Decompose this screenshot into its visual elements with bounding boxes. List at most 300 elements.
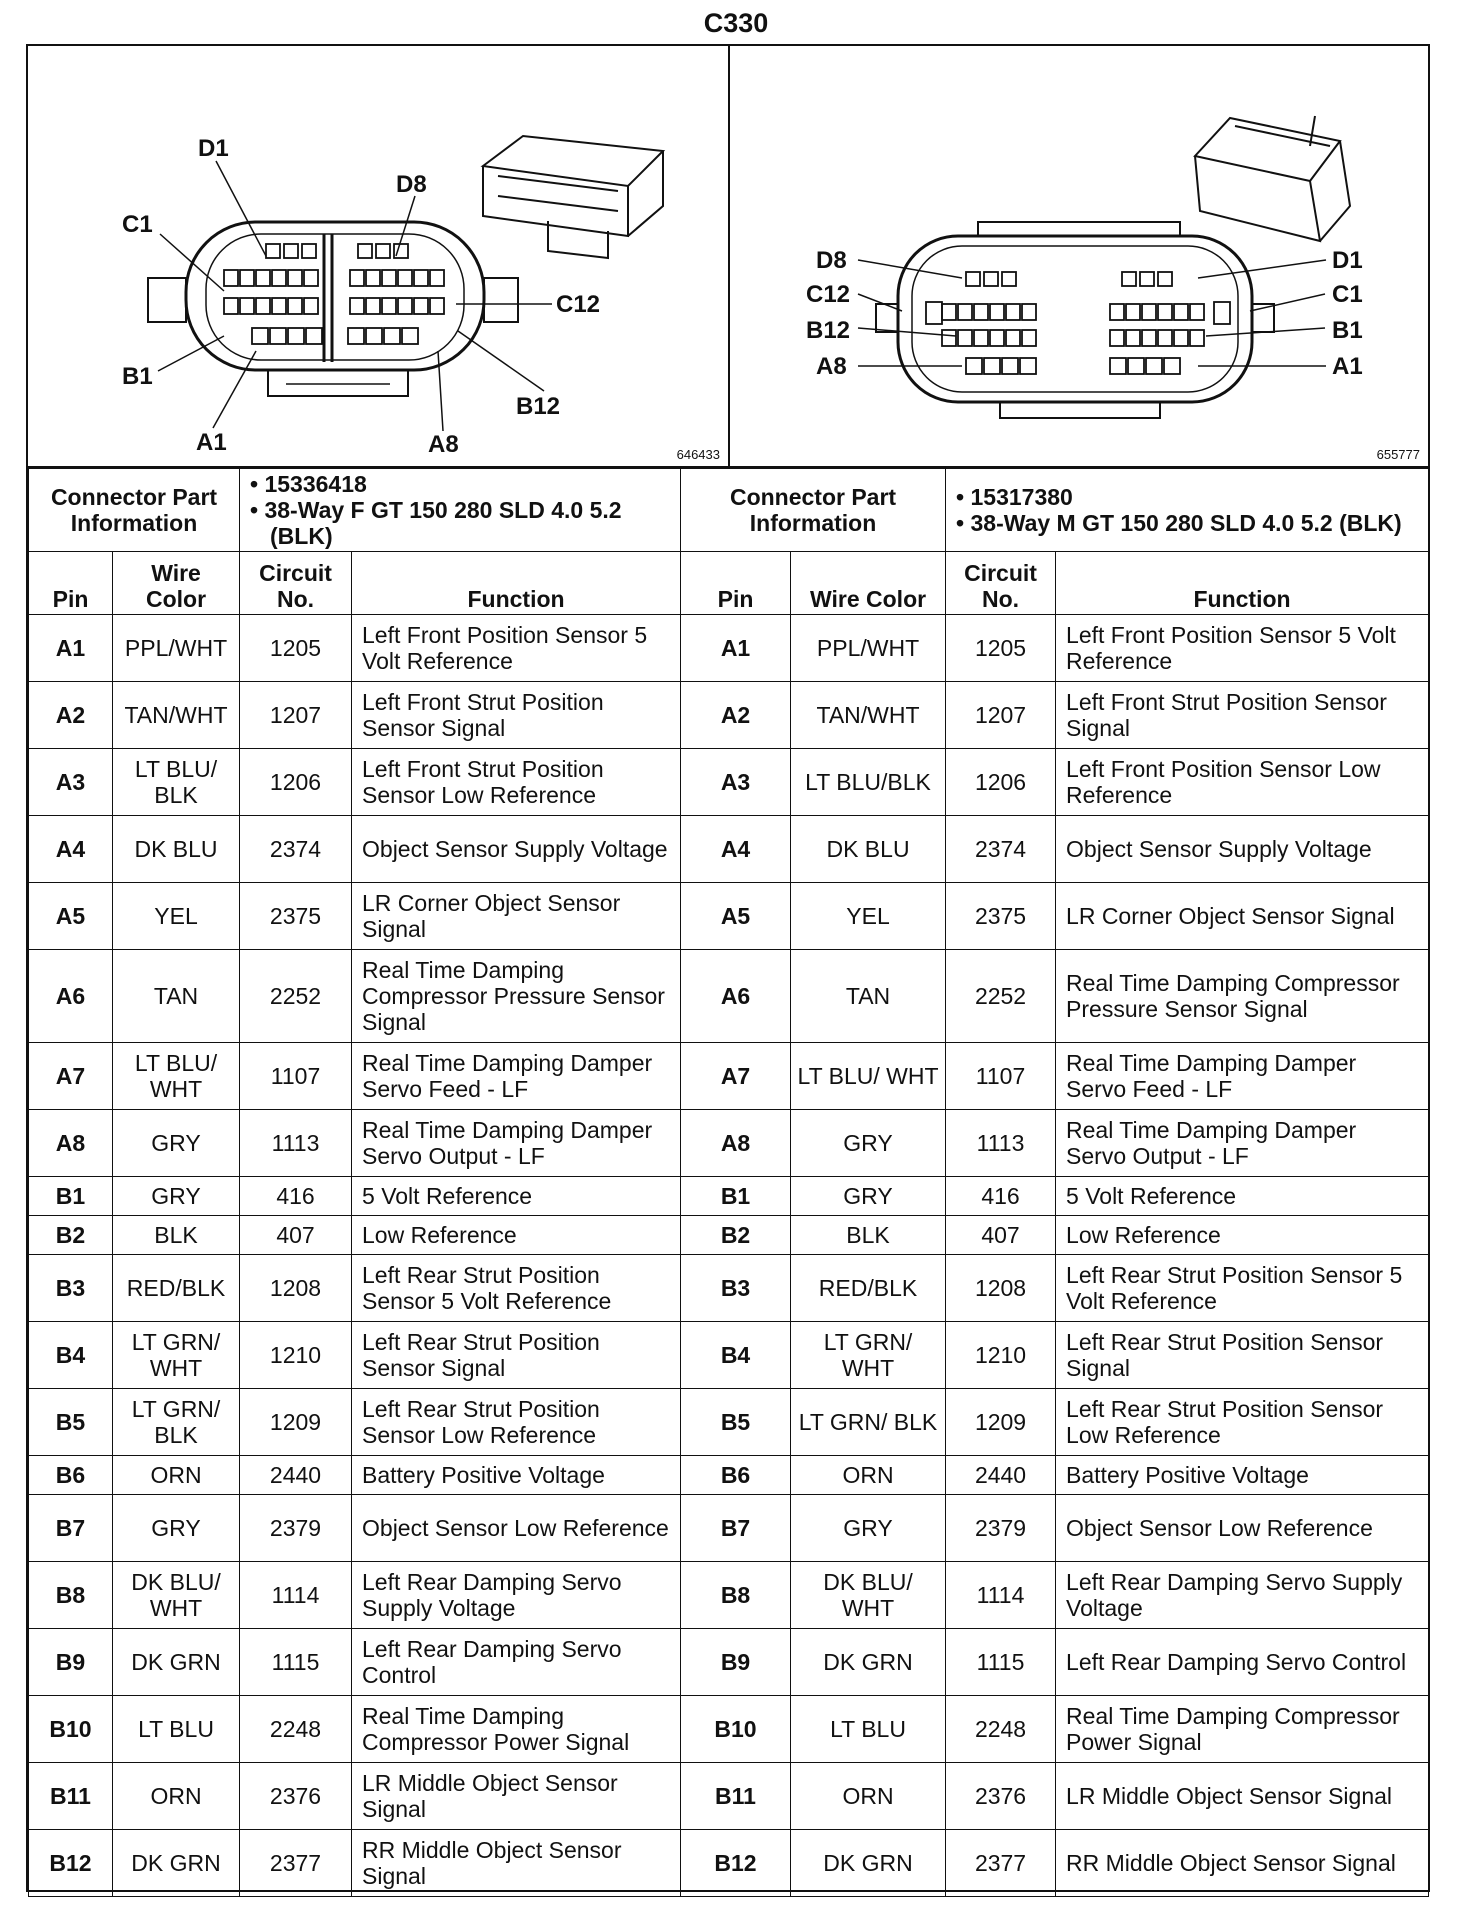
pin-right: B5 [681,1389,791,1456]
function-right: LR Middle Object Sensor Signal [1056,1763,1429,1830]
pin-left: A3 [29,749,113,816]
pin-cavity [384,328,400,344]
pin-cavity [366,270,380,286]
table-row [29,615,1429,682]
pin-left: A6 [29,950,113,1043]
header-function-right: Function [1056,552,1429,615]
circuit-left: 2440 [240,1456,352,1495]
circuit-left: 2252 [240,950,352,1043]
pin-right: B7 [681,1495,791,1562]
label-a8-male: A8 [816,353,847,380]
wire-color-left: LT GRN/ BLK [113,1389,240,1456]
pin-cavity [376,244,390,258]
label-b12: B12 [516,393,561,420]
wire-color-left: PPL/WHT [113,615,240,682]
pin-cavity [1190,304,1204,320]
table-row [29,950,1429,1043]
pin-cavity [224,270,238,286]
table-row [29,1110,1429,1177]
wire-color-left: GRY [113,1110,240,1177]
circuit-right: 2252 [946,950,1056,1043]
pin-left: B10 [29,1696,113,1763]
function-right: Left Rear Damping Servo Control [1056,1629,1429,1696]
pin-right: A3 [681,749,791,816]
label-b1: B1 [122,363,153,390]
side-key [1214,302,1230,324]
pin-left: B1 [29,1177,113,1216]
pin-cavity [1164,358,1180,374]
circuit-right: 1113 [946,1110,1056,1177]
pin-cavity [288,328,304,344]
pin-cavity [984,358,1000,374]
pin-right: B12 [681,1830,791,1897]
circuit-right: 2440 [946,1456,1056,1495]
pin-cavity [272,298,286,314]
function-right: Left Rear Strut Position Sensor Signal [1056,1322,1429,1389]
female-pin-cavities [224,244,444,344]
circuit-right: 1207 [946,682,1056,749]
function-right: Left Rear Strut Position Sensor Low Reference [1056,1389,1429,1456]
circuit-left: 1210 [240,1322,352,1389]
pin-cavity [366,328,382,344]
function-left: Real Time Damping Compressor Pressure Sensor Signal [352,950,681,1043]
pin-left: A5 [29,883,113,950]
pin-cavity [942,330,956,346]
pin-cavity [252,328,268,344]
pin-right: B10 [681,1696,791,1763]
wire-color-left: LT BLU [113,1696,240,1763]
table-row [29,1763,1429,1830]
circuit-right: 1209 [946,1389,1056,1456]
pin-cavity [974,304,988,320]
pin-cavity [358,244,372,258]
connector-info-label-left: Connector Part Information [29,469,240,552]
pin-left: A2 [29,682,113,749]
circuit-left: 1107 [240,1043,352,1110]
pin-cavity [224,298,238,314]
male-connector-3d-icon [1195,116,1350,241]
pin-left: B9 [29,1629,113,1696]
pin-rows [29,615,1429,1897]
table-row [29,749,1429,816]
table-row [29,1562,1429,1629]
circuit-left: 407 [240,1216,352,1255]
function-left: Left Rear Strut Position Sensor Signal [352,1322,681,1389]
circuit-right: 1107 [946,1043,1056,1110]
pin-cavity [1020,358,1036,374]
pin-cavity [266,244,280,258]
pin-cavity [284,244,298,258]
wire-color-left: LT GRN/ WHT [113,1322,240,1389]
circuit-right: 2375 [946,883,1056,950]
label-a1: A1 [196,429,227,456]
pin-cavity [942,304,956,320]
table-row [29,1177,1429,1216]
pin-cavity [1142,330,1156,346]
pin-cavity [1002,358,1018,374]
wire-color-right: LT BLU [791,1696,946,1763]
wire-color-right: LT BLU/BLK [791,749,946,816]
function-right: Real Time Damping Damper Servo Output - LF [1056,1110,1429,1177]
label-b1-male: B1 [1332,317,1363,344]
pin-cavity [1146,358,1162,374]
function-left: RR Middle Object Sensor Signal [352,1830,681,1897]
pin-right: B4 [681,1322,791,1389]
circuit-left: 2377 [240,1830,352,1897]
label-c1: C1 [122,211,153,238]
pin-right: A8 [681,1110,791,1177]
pin-left: B8 [29,1562,113,1629]
pin-right: B9 [681,1629,791,1696]
wire-color-right: PPL/WHT [791,615,946,682]
circuit-right: 407 [946,1216,1056,1255]
function-right: RR Middle Object Sensor Signal [1056,1830,1429,1897]
pin-cavity [1190,330,1204,346]
function-left: 5 Volt Reference [352,1177,681,1216]
pin-cavity [240,298,254,314]
function-left: Left Rear Strut Position Sensor Low Reference [352,1389,681,1456]
function-right: Real Time Damping Damper Servo Feed - LF [1056,1043,1429,1110]
circuit-left: 1205 [240,615,352,682]
pin-cavity [350,298,364,314]
pin-left: B4 [29,1322,113,1389]
table-row [29,1495,1429,1562]
header-row [29,552,1429,615]
circuit-right: 1208 [946,1255,1056,1322]
wire-color-left: DK GRN [113,1830,240,1897]
connector-info-row [29,469,1429,552]
pin-cavity [1122,272,1136,286]
pin-cavity [430,270,444,286]
part-number-left: • 15336418 [250,471,367,497]
pin-cavity [414,270,428,286]
circuit-right: 2379 [946,1495,1056,1562]
wire-color-left: GRY [113,1177,240,1216]
pin-cavity [1158,304,1172,320]
connector-info-left [240,469,681,552]
figure-id-left: 646433 [676,447,720,462]
pin-cavity [348,328,364,344]
part-desc-right: • 38-Way M GT 150 280 SLD 4.0 5.2 (BLK) [956,510,1402,536]
male-connector-svg [730,46,1428,466]
header-pin-left: Pin [29,552,113,615]
function-right: Battery Positive Voltage [1056,1456,1429,1495]
pin-cavity [288,270,302,286]
part-desc-left: • 38-Way F GT 150 280 SLD 4.0 5.2 (BLK) [250,497,622,549]
function-right: Real Time Damping Compressor Power Signal [1056,1696,1429,1763]
table-row [29,1456,1429,1495]
pin-cavity [430,298,444,314]
function-right: Left Front Position Sensor 5 Volt Reference [1056,615,1429,682]
pin-cavity [958,304,972,320]
pin-right: B6 [681,1456,791,1495]
function-left: Left Rear Damping Servo Supply Voltage [352,1562,681,1629]
female-connector-svg [28,46,728,466]
pin-cavity [382,298,396,314]
pin-cavity [402,328,418,344]
label-a1-male: A1 [1332,353,1363,380]
circuit-right: 1206 [946,749,1056,816]
pin-cavity [1022,330,1036,346]
function-left: Left Front Strut Position Sensor Signal [352,682,681,749]
pin-cavity [1142,304,1156,320]
label-a8: A8 [428,431,459,458]
wire-color-right: DK BLU/ WHT [791,1562,946,1629]
side-key [926,302,942,324]
label-c12-male: C12 [806,281,851,308]
pin-cavity [1006,304,1020,320]
pin-cavity [1174,304,1188,320]
wire-color-right: DK GRN [791,1830,946,1897]
pin-cavity [414,298,428,314]
circuit-left: 1113 [240,1110,352,1177]
right-latch [484,278,518,322]
circuit-right: 2377 [946,1830,1056,1897]
wire-color-right: LT GRN/ WHT [791,1322,946,1389]
wire-color-left: TAN/WHT [113,682,240,749]
circuit-left: 2375 [240,883,352,950]
circuit-left: 2379 [240,1495,352,1562]
pin-right: B3 [681,1255,791,1322]
function-right: 5 Volt Reference [1056,1177,1429,1216]
pin-cavity [1002,272,1016,286]
circuit-right: 2376 [946,1763,1056,1830]
wire-color-right: GRY [791,1495,946,1562]
pin-left: A4 [29,816,113,883]
table-row [29,1322,1429,1389]
table-row [29,1629,1429,1696]
pin-cavity [1158,330,1172,346]
label-b12-male: B12 [806,317,851,344]
circuit-left: 2376 [240,1763,352,1830]
header-wire-left: Wire Color [113,552,240,615]
label-c12: C12 [556,291,601,318]
circuit-right: 1210 [946,1322,1056,1389]
pin-left: A1 [29,615,113,682]
function-left: Low Reference [352,1216,681,1255]
pin-right: B11 [681,1763,791,1830]
table-row [29,1216,1429,1255]
function-left: Real Time Damping Damper Servo Feed - LF [352,1043,681,1110]
wire-color-left: LT BLU/ WHT [113,1043,240,1110]
header-circuit-left: Circuit No. [240,552,352,615]
circuit-left: 2374 [240,816,352,883]
pinout-table [28,468,1429,1897]
table-row [29,1830,1429,1897]
pin-cavity [974,330,988,346]
function-left: Object Sensor Supply Voltage [352,816,681,883]
male-body-outline [898,236,1252,402]
function-left: Object Sensor Low Reference [352,1495,681,1562]
table-row [29,816,1429,883]
header-wire-right: Wire Color [791,552,946,615]
function-right: Left Rear Strut Position Sensor 5 Volt Reference [1056,1255,1429,1322]
pin-cavity [990,330,1004,346]
pin-left: A8 [29,1110,113,1177]
circuit-left: 1114 [240,1562,352,1629]
header-function-left: Function [352,552,681,615]
function-right: Object Sensor Low Reference [1056,1495,1429,1562]
pin-right: A5 [681,883,791,950]
pin-cavity [1128,358,1144,374]
circuit-left: 1206 [240,749,352,816]
function-left: Real Time Damping Damper Servo Output - LF [352,1110,681,1177]
wire-color-left: ORN [113,1456,240,1495]
pin-cavity [366,298,380,314]
header-circuit-right: Circuit No. [946,552,1056,615]
pin-right: A6 [681,950,791,1043]
table-row [29,1043,1429,1110]
circuit-right: 2374 [946,816,1056,883]
wire-color-right: ORN [791,1763,946,1830]
function-right: Real Time Damping Compressor Pressure Sensor Signal [1056,950,1429,1043]
pin-left: B2 [29,1216,113,1255]
figure-id-right: 655777 [1376,447,1420,462]
pin-right: B2 [681,1216,791,1255]
pin-cavity [240,270,254,286]
pin-left: B5 [29,1389,113,1456]
wire-color-right: LT GRN/ BLK [791,1389,946,1456]
circuit-left: 416 [240,1177,352,1216]
circuit-right: 1114 [946,1562,1056,1629]
pin-left: B12 [29,1830,113,1897]
pin-left: B11 [29,1763,113,1830]
function-left: LR Corner Object Sensor Signal [352,883,681,950]
pin-cavity [382,270,396,286]
label-c1-male: C1 [1332,281,1363,308]
pin-cavity [1022,304,1036,320]
wire-color-left: DK BLU [113,816,240,883]
function-left: Left Rear Strut Position Sensor 5 Volt Reference [352,1255,681,1322]
pin-cavity [958,330,972,346]
function-right: LR Corner Object Sensor Signal [1056,883,1429,950]
wire-color-right: YEL [791,883,946,950]
female-connector-diagram [28,46,730,466]
wire-color-right: ORN [791,1456,946,1495]
circuit-right: 416 [946,1177,1056,1216]
left-latch [148,278,186,322]
wire-color-left: YEL [113,883,240,950]
pin-right: A1 [681,615,791,682]
wire-color-right: BLK [791,1216,946,1255]
pin-right: B8 [681,1562,791,1629]
pin-cavity [990,304,1004,320]
wire-color-right: RED/BLK [791,1255,946,1322]
diagram-row [28,46,1428,468]
pin-cavity [1140,272,1154,286]
female-body-outline [186,222,484,370]
wire-color-right: TAN [791,950,946,1043]
wire-color-right: GRY [791,1110,946,1177]
connector-info-label-right: Connector Part Information [681,469,946,552]
pin-right: B1 [681,1177,791,1216]
pin-cavity [306,328,322,344]
wire-color-left: DK GRN [113,1629,240,1696]
function-left: Left Front Strut Position Sensor Low Reference [352,749,681,816]
table-row [29,682,1429,749]
function-left: Left Front Position Sensor 5 Volt Reference [352,615,681,682]
wire-color-left: LT BLU/ BLK [113,749,240,816]
female-connector-3d-icon [483,136,663,258]
table-row [29,1696,1429,1763]
pin-left: A7 [29,1043,113,1110]
label-d1-male: D1 [1332,247,1363,274]
wire-color-right: DK BLU [791,816,946,883]
part-number-right: • 15317380 [956,484,1073,510]
pin-cavity [984,272,998,286]
pin-right: A2 [681,682,791,749]
wire-color-left: DK BLU/ WHT [113,1562,240,1629]
pin-right: A7 [681,1043,791,1110]
header-pin-right: Pin [681,552,791,615]
wire-color-left: RED/BLK [113,1255,240,1322]
pin-cavity [966,272,980,286]
pin-cavity [1158,272,1172,286]
pin-left: B3 [29,1255,113,1322]
pin-cavity [1110,358,1126,374]
pin-cavity [966,358,982,374]
pin-cavity [256,270,270,286]
pin-cavity [1110,304,1124,320]
pin-cavity [302,244,316,258]
pin-cavity [1006,330,1020,346]
wire-color-right: LT BLU/ WHT [791,1043,946,1110]
circuit-left: 1115 [240,1629,352,1696]
wire-color-right: GRY [791,1177,946,1216]
circuit-left: 1208 [240,1255,352,1322]
pin-cavity [1126,304,1140,320]
function-left: Left Rear Damping Servo Control [352,1629,681,1696]
pin-cavity [256,298,270,314]
function-right: Left Front Position Sensor Low Reference [1056,749,1429,816]
pin-cavity [1126,330,1140,346]
circuit-right: 1115 [946,1629,1056,1696]
wire-color-left: GRY [113,1495,240,1562]
male-connector-diagram [730,46,1428,466]
wire-color-right: TAN/WHT [791,682,946,749]
male-pin-cavities [926,272,1230,374]
wire-color-left: TAN [113,950,240,1043]
table-row [29,1255,1429,1322]
pin-left: B7 [29,1495,113,1562]
function-right: Left Front Strut Position Sensor Signal [1056,682,1429,749]
wire-color-left: ORN [113,1763,240,1830]
pin-cavity [272,270,286,286]
connector-frame [26,44,1430,1892]
pin-left: B6 [29,1456,113,1495]
page-title: C330 [703,8,769,38]
function-right: Left Rear Damping Servo Supply Voltage [1056,1562,1429,1629]
function-right: Object Sensor Supply Voltage [1056,816,1429,883]
pin-cavity [288,298,302,314]
circuit-left: 2248 [240,1696,352,1763]
pin-cavity [398,270,412,286]
label-d8-male: D8 [816,247,847,274]
table-row [29,1389,1429,1456]
label-d1: D1 [198,135,229,162]
table-row [29,883,1429,950]
function-left: Battery Positive Voltage [352,1456,681,1495]
label-d8: D8 [396,171,427,198]
wire-color-left: BLK [113,1216,240,1255]
pin-right: A4 [681,816,791,883]
connector-info-right [946,469,1429,552]
pin-cavity [1110,330,1124,346]
pin-cavity [398,298,412,314]
function-left: LR Middle Object Sensor Signal [352,1763,681,1830]
wire-color-right: DK GRN [791,1629,946,1696]
circuit-right: 1205 [946,615,1056,682]
